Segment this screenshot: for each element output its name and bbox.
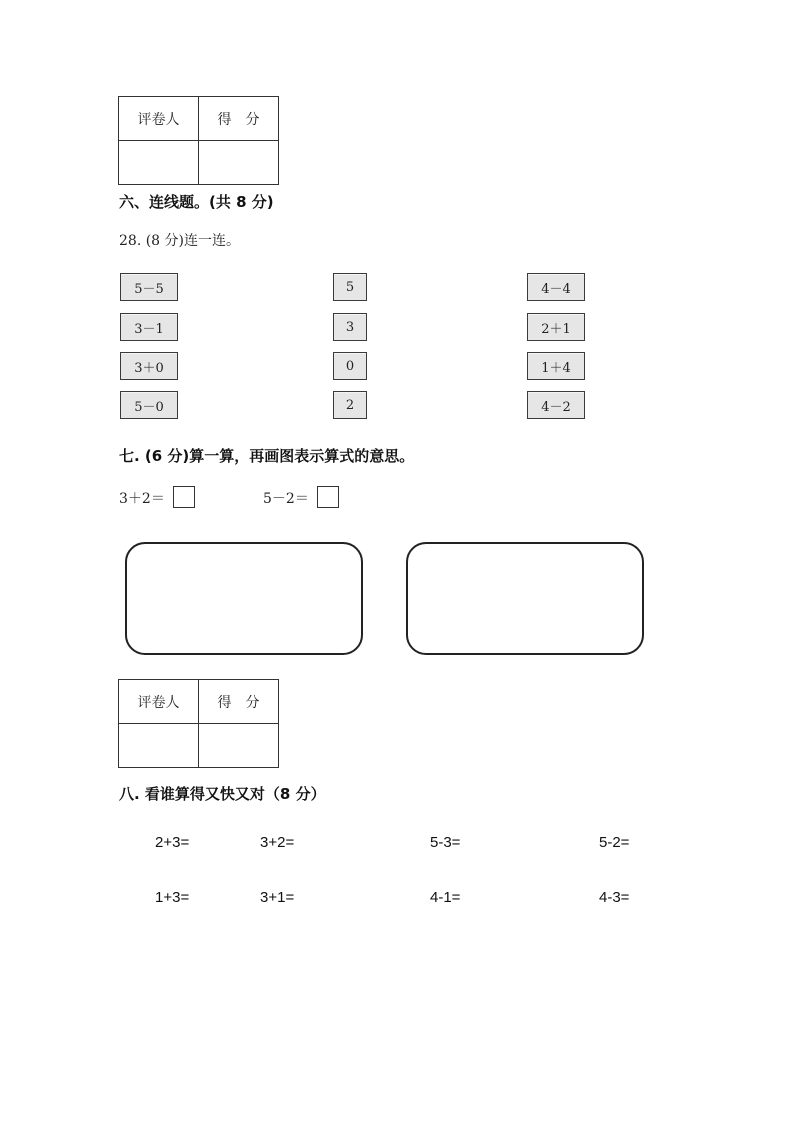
calc-item: 3+2= bbox=[260, 834, 295, 851]
match-middle-2[interactable]: 3 bbox=[333, 313, 367, 341]
score-header: 得 分 bbox=[199, 97, 279, 141]
match-middle-3[interactable]: 0 bbox=[333, 352, 367, 380]
match-right-3[interactable]: 1＋4 bbox=[527, 352, 585, 380]
match-left-2[interactable]: 3－1 bbox=[120, 313, 178, 341]
drawing-area-2[interactable] bbox=[406, 542, 644, 655]
calc-item: 4-3= bbox=[599, 889, 630, 906]
match-right-4[interactable]: 4－2 bbox=[527, 391, 585, 419]
answer-box-2[interactable] bbox=[317, 486, 339, 508]
reviewer-cell[interactable] bbox=[119, 724, 199, 768]
section-7-title: 七. (6 分)算一算，再画图表示算式的意思。 bbox=[119, 447, 415, 465]
section-6-title: 六、连线题。(共 8 分) bbox=[119, 193, 274, 211]
score-header: 得 分 bbox=[199, 680, 279, 724]
reviewer-header: 评卷人 bbox=[119, 97, 199, 141]
score-cell[interactable] bbox=[199, 141, 279, 185]
calc-item: 1+3= bbox=[155, 889, 190, 906]
match-left-3[interactable]: 3＋0 bbox=[120, 352, 178, 380]
match-right-2[interactable]: 2＋1 bbox=[527, 313, 585, 341]
match-right-1[interactable]: 4－4 bbox=[527, 273, 585, 301]
match-middle-4[interactable]: 2 bbox=[333, 391, 367, 419]
calc-item: 3+1= bbox=[260, 889, 295, 906]
match-left-4[interactable]: 5－0 bbox=[120, 391, 178, 419]
drawing-area-1[interactable] bbox=[125, 542, 363, 655]
reviewer-header: 评卷人 bbox=[119, 680, 199, 724]
question-28: 28. (8 分)连一连。 bbox=[119, 233, 240, 249]
match-left-1[interactable]: 5－5 bbox=[120, 273, 178, 301]
calc-item: 5-3= bbox=[430, 834, 461, 851]
calc-item: 4-1= bbox=[430, 889, 461, 906]
calc-item: 2+3= bbox=[155, 834, 190, 851]
equation-2: 5－2＝ bbox=[263, 491, 309, 507]
section-8-title: 八. 看谁算得又快又对（8 分） bbox=[119, 785, 326, 803]
calc-item: 5-2= bbox=[599, 834, 630, 851]
grading-table bbox=[118, 96, 279, 185]
score-cell[interactable] bbox=[199, 724, 279, 768]
match-middle-1[interactable]: 5 bbox=[333, 273, 367, 301]
equation-1: 3＋2＝ bbox=[119, 491, 165, 507]
reviewer-cell[interactable] bbox=[119, 141, 199, 185]
grading-table-2 bbox=[118, 679, 279, 768]
answer-box-1[interactable] bbox=[173, 486, 195, 508]
